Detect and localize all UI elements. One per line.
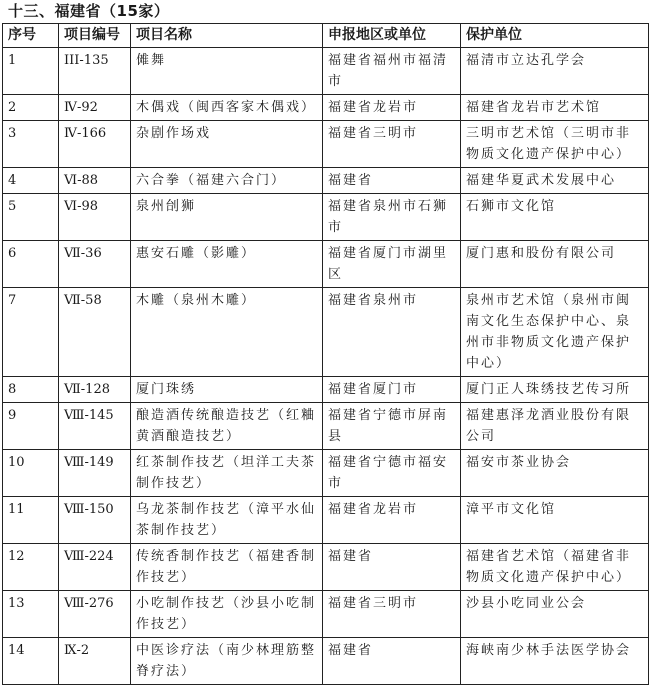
cell-name: 泉州刣狮: [131, 194, 323, 241]
col-header-no: 序号: [3, 24, 59, 48]
cell-unit: 福建华夏武术发展中心: [461, 168, 649, 194]
header-row: [3, 24, 649, 48]
cell-code: Ⅷ-150: [59, 497, 131, 544]
cell-region: 福建省宁德市福安市: [323, 450, 461, 497]
cell-region: 福建省三明市: [323, 591, 461, 638]
cell-name: 乌龙茶制作技艺（漳平水仙茶制作技艺）: [131, 497, 323, 544]
section-heading: 十三、福建省（15家）: [8, 2, 170, 20]
cell-no: 11: [3, 497, 59, 544]
cell-no: 4: [3, 168, 59, 194]
cell-unit: 三明市艺术馆（三明市非物质文化遗产保护中心）: [461, 121, 649, 168]
table-row: [3, 48, 649, 95]
cell-code: Ⅷ-149: [59, 450, 131, 497]
table-row: [3, 638, 649, 685]
cell-name: 木雕（泉州木雕）: [131, 288, 323, 377]
cell-unit: 福建省艺术馆（福建省非物质文化遗产保护中心）: [461, 544, 649, 591]
cell-unit: 福建省龙岩市艺术馆: [461, 95, 649, 121]
cell-unit: 厦门惠和股份有限公司: [461, 241, 649, 288]
cell-region: 福建省厦门市湖里区: [323, 241, 461, 288]
cell-unit: 海峡南少林手法医学协会: [461, 638, 649, 685]
table-row: [3, 168, 649, 194]
cell-name: 惠安石雕（影雕）: [131, 241, 323, 288]
table-row: [3, 121, 649, 168]
cell-region: 福建省福州市福清市: [323, 48, 461, 95]
cell-code: Ⅳ-166: [59, 121, 131, 168]
cell-name: 木偶戏（闽西客家木偶戏）: [131, 95, 323, 121]
cell-code: Ⅷ-224: [59, 544, 131, 591]
cell-unit: 泉州市艺术馆（泉州市闽南文化生态保护中心、泉州市非物质文化遗产保护中心）: [461, 288, 649, 377]
cell-no: 14: [3, 638, 59, 685]
cell-code: Ⅶ-128: [59, 377, 131, 403]
cell-unit: 石狮市文化馆: [461, 194, 649, 241]
table-row: [3, 450, 649, 497]
cell-no: 2: [3, 95, 59, 121]
cell-region: 福建省宁德市屏南县: [323, 403, 461, 450]
cell-no: 13: [3, 591, 59, 638]
cell-region: 福建省龙岩市: [323, 497, 461, 544]
col-header-unit: 保护单位: [461, 24, 649, 48]
cell-region: 福建省: [323, 168, 461, 194]
cell-name: 酿造酒传统酿造技艺（红粬黄酒酿造技艺）: [131, 403, 323, 450]
cell-region: 福建省三明市: [323, 121, 461, 168]
cell-unit: 福清市立达孔学会: [461, 48, 649, 95]
cell-unit: 福建惠泽龙酒业股份有限公司: [461, 403, 649, 450]
table-row: [3, 288, 649, 377]
cell-code: Ⅵ-98: [59, 194, 131, 241]
col-header-name: 项目名称: [131, 24, 323, 48]
cell-region: 福建省泉州市石狮市: [323, 194, 461, 241]
cell-unit: 漳平市文化馆: [461, 497, 649, 544]
cell-name: 厦门珠绣: [131, 377, 323, 403]
cell-code: Ⅸ-2: [59, 638, 131, 685]
cell-no: 6: [3, 241, 59, 288]
table-row: [3, 497, 649, 544]
cell-code: Ⅵ-88: [59, 168, 131, 194]
cell-no: 7: [3, 288, 59, 377]
cell-unit: 沙县小吃同业公会: [461, 591, 649, 638]
cell-name: 红茶制作技艺（坦洋工夫茶制作技艺）: [131, 450, 323, 497]
cell-code: Ⅶ-58: [59, 288, 131, 377]
cell-unit: 厦门正人珠绣技艺传习所: [461, 377, 649, 403]
cell-region: 福建省: [323, 544, 461, 591]
cell-region: 福建省泉州市: [323, 288, 461, 377]
cell-name: 六合拳（福建六合门）: [131, 168, 323, 194]
cell-unit: 福安市茶业协会: [461, 450, 649, 497]
cell-name: 杂剧作场戏: [131, 121, 323, 168]
cell-no: 9: [3, 403, 59, 450]
table-row: [3, 403, 649, 450]
cell-code: Ⅷ-145: [59, 403, 131, 450]
cell-name: 小吃制作技艺（沙县小吃制作技艺）: [131, 591, 323, 638]
cell-region: 福建省龙岩市: [323, 95, 461, 121]
cell-region: 福建省: [323, 638, 461, 685]
cell-no: 12: [3, 544, 59, 591]
table-row: [3, 544, 649, 591]
cell-no: 8: [3, 377, 59, 403]
cell-code: Ⅷ-276: [59, 591, 131, 638]
col-header-region: 申报地区或单位: [323, 24, 461, 48]
table-row: [3, 241, 649, 288]
table-row: [3, 591, 649, 638]
table-row: [3, 95, 649, 121]
cell-no: 10: [3, 450, 59, 497]
cell-name: 传统香制作技艺（福建香制作技艺）: [131, 544, 323, 591]
cell-no: 5: [3, 194, 59, 241]
table-row: [3, 194, 649, 241]
cell-name: 傩舞: [131, 48, 323, 95]
cell-code: Ⅳ-92: [59, 95, 131, 121]
cell-name: 中医诊疗法（南少林理筋整脊疗法）: [131, 638, 323, 685]
cell-no: 3: [3, 121, 59, 168]
heritage-table: [2, 23, 649, 685]
cell-code: III-135: [59, 48, 131, 95]
col-header-code: 项目编号: [59, 24, 131, 48]
cell-code: Ⅶ-36: [59, 241, 131, 288]
table-row: [3, 377, 649, 403]
cell-region: 福建省厦门市: [323, 377, 461, 403]
cell-no: 1: [3, 48, 59, 95]
